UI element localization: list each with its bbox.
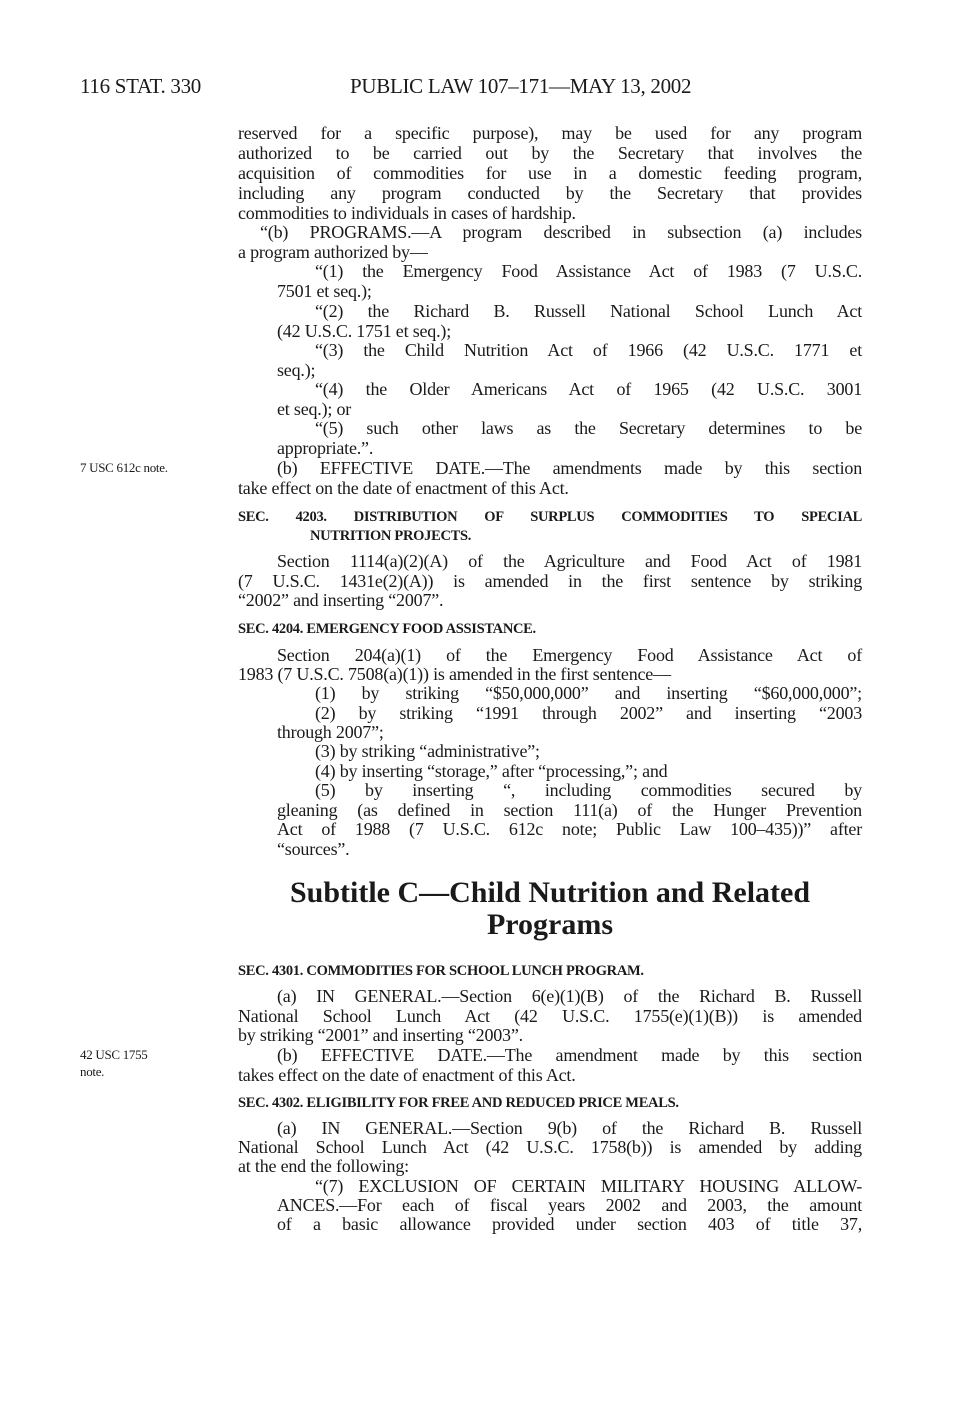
text-line: National School Lunch Act (42 U.S.C. 1755(e)(1)(B)) is amended bbox=[238, 1006, 862, 1026]
text-line: Section 1114(a)(2)(A) of the Agriculture and Food Act of 1981 bbox=[277, 551, 862, 571]
text-line: “(4) the Older Americans Act of 1965 (42 U.S.C. 3001 bbox=[315, 379, 862, 399]
subtitle-heading: Programs bbox=[486, 908, 614, 941]
running-title: PUBLIC LAW 107–171—MAY 13, 2002 bbox=[350, 74, 692, 98]
text-line: appropriate.”. bbox=[277, 438, 374, 458]
text-line: Act of 1988 (7 U.S.C. 612c note; Public Law 100–435))” after bbox=[277, 819, 862, 839]
section-heading-line: SEC. 4301. COMMODITIES FOR SCHOOL LUNCH PROGRAM. bbox=[238, 963, 644, 979]
text-line: (7 U.S.C. 1431e(2)(A)) is amended in the first sentence by striking bbox=[238, 571, 862, 591]
margin-note: note. bbox=[80, 1064, 105, 1079]
text-line: acquisition of commodities for use in a domestic feeding program, bbox=[238, 163, 862, 183]
text-line: through 2007”; bbox=[277, 722, 384, 742]
text-line: (3) by striking “administrative”; bbox=[315, 741, 540, 761]
text-line: at the end the following: bbox=[238, 1156, 409, 1176]
margin-note: 42 USC 1755 bbox=[80, 1047, 148, 1062]
text-line: (a) IN GENERAL.—Section 9(b) of the Richard B. Russell bbox=[277, 1118, 862, 1138]
text-line: (5) by inserting “, including commodities secured by bbox=[315, 780, 862, 800]
text-line: 7501 et seq.); bbox=[277, 281, 372, 301]
text-line: (a) IN GENERAL.—Section 6(e)(1)(B) of the Richard B. Russell bbox=[277, 986, 862, 1006]
text-line: (2) by striking “1991 through 2002” and inserting “2003 bbox=[315, 703, 862, 723]
text-line: commodities to individuals in cases of hardship. bbox=[238, 203, 576, 223]
text-line: “sources”. bbox=[277, 839, 350, 859]
text-line: including any program conducted by the Secretary that provides bbox=[238, 183, 862, 203]
text-line: “(3) the Child Nutrition Act of 1966 (42 U.S.C. 1771 et bbox=[315, 340, 862, 360]
text-line: (1) by striking “$50,000,000” and inserting “$60,000,000”; bbox=[315, 683, 862, 703]
section-heading-line: SEC. 4302. ELIGIBILITY FOR FREE AND REDUCED PRICE MEALS. bbox=[238, 1095, 679, 1111]
text-line: “2002” and inserting “2007”. bbox=[238, 590, 444, 610]
text-line: “(5) such other laws as the Secretary determines to be bbox=[315, 418, 862, 438]
text-line: ANCES.—For each of fiscal years 2002 and 2003, the amount bbox=[277, 1195, 862, 1215]
page-number: 116 STAT. 330 bbox=[80, 74, 202, 98]
text-line: a program authorized by— bbox=[238, 242, 428, 262]
text-line: seq.); bbox=[277, 360, 316, 380]
text-line: (b) EFFECTIVE DATE.—The amendments made by this section bbox=[277, 458, 862, 478]
margin-note: 7 USC 612c note. bbox=[80, 460, 168, 475]
text-line: et seq.); or bbox=[277, 399, 352, 419]
text-line: “(7) EXCLUSION OF CERTAIN MILITARY HOUSING ALLOW- bbox=[315, 1176, 862, 1196]
text-line: 1983 (7 U.S.C. 7508(a)(1)) is amended in the first sentence— bbox=[238, 664, 671, 684]
text-line: National School Lunch Act (42 U.S.C. 1758(b)) is amended by adding bbox=[238, 1137, 862, 1157]
section-heading-line: SEC. 4203. DISTRIBUTION OF SURPLUS COMMODITIES TO SPECIAL bbox=[238, 509, 862, 525]
section-heading-line: SEC. 4204. EMERGENCY FOOD ASSISTANCE. bbox=[238, 621, 536, 637]
text-line: “(1) the Emergency Food Assistance Act of 1983 (7 U.S.C. bbox=[315, 261, 862, 281]
text-line: (4) by inserting “storage,” after “processing,”; and bbox=[315, 761, 668, 781]
text-line: “(2) the Richard B. Russell National School Lunch Act bbox=[315, 301, 862, 321]
text-line: reserved for a specific purpose), may be used for any program bbox=[238, 123, 862, 143]
text-line: authorized to be carried out by the Secretary that involves the bbox=[238, 143, 862, 163]
text-line: of a basic allowance provided under section 403 of title 37, bbox=[277, 1214, 862, 1234]
text-line: (42 U.S.C. 1751 et seq.); bbox=[277, 321, 451, 341]
text-line: gleaning (as defined in section 111(a) of the Hunger Prevention bbox=[277, 800, 862, 820]
text-line: (b) EFFECTIVE DATE.—The amendment made by this section bbox=[277, 1045, 862, 1065]
text-line: Section 204(a)(1) of the Emergency Food Assistance Act of bbox=[277, 645, 862, 665]
text-line: “(b) PROGRAMS.—A program described in subsection (a) includes bbox=[260, 222, 862, 242]
text-line: by striking “2001” and inserting “2003”. bbox=[238, 1025, 523, 1045]
subtitle-heading: Subtitle C—Child Nutrition and Related bbox=[289, 876, 811, 909]
text-line: take effect on the date of enactment of this Act. bbox=[238, 478, 569, 498]
text-line: takes effect on the date of enactment of this Act. bbox=[238, 1065, 576, 1085]
section-heading-line: NUTRITION PROJECTS. bbox=[310, 528, 472, 544]
